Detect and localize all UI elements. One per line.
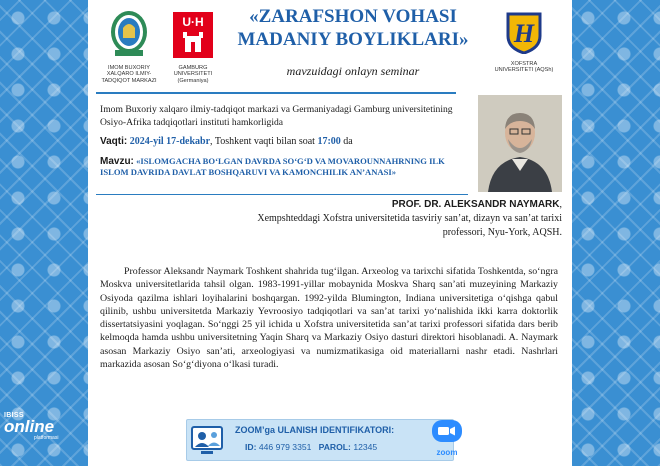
topic-text: «ISLOMGACHA BO‘LGAN DAVRDA SO‘G‘D VA MOVAROUNNAHRNING ILK ISLOM DAVRIDA DAVLAT BOSHQARUVI VA KAMONCHILIK AN’ANASI» bbox=[100, 156, 445, 177]
hofstra-shield-icon bbox=[506, 12, 542, 54]
right-pattern-border bbox=[570, 0, 660, 466]
topic-block bbox=[100, 156, 472, 178]
zoom-heading: ZOOM’ga ULANISH IDENTIFIKATORI: bbox=[235, 425, 395, 435]
hofstra-logo bbox=[494, 12, 554, 74]
zoom-wordmark: zoom bbox=[436, 448, 458, 457]
logo-caption: IMOM BUXORIY XALQARO ILMIY-TADQIQOT MARKAZI bbox=[101, 65, 157, 84]
speaker-bio: Professor Aleksandr Naymark Toshkent shahrida tug‘ilgan. Arxeolog va tarixchi sifatida Toshkentda, so‘ngra Moskva universitetlarida tahsil olgan. 1983-1991-yillar mobaynida Moskva Sharq san’ati muzeyining Markaziy Osiyoda qazilma ishlari loyihalarini boshqargan. 1992-yilda Blumington, Indiana universitetiga o‘qishga qabul qilinib, ushbu universitetda Markaziy Yevroosiyo tadqiqotlari va san’at tarixi yo‘nalishida ikki karra doktorlik dissertatsiyasini yoqlagan. So‘nggi 25 yil ichida u Xofstra universitetida san’at tarixi professori sifatida dars berib kelmoqda hamda ushbu universitetning Yaqin Sharq va Markaziy Osiyo dasturi direktori hisoblanadi. A. Naymark asosan Markaziy Osiyo san’ati, arxeologiyasi va numizmatikasiga oid materiallarni nashr etadi. Nashrlari markazida asosan So‘g‘diyona o‘lkasi turadi. bbox=[100, 266, 558, 371]
logo-caption: XOFSTRA UNIVERSITETI (AQSh) bbox=[494, 61, 554, 74]
zoom-camera-icon bbox=[432, 420, 462, 442]
speaker-portrait-icon bbox=[478, 95, 562, 192]
speaker-position: Xempshteddagi Xofstra universitetida tasviriy san’at, dizayn va san’at tarixi professori, Nyu-York, AQSH. bbox=[257, 213, 562, 238]
event-time: 17:00 bbox=[317, 136, 341, 147]
logo-caption: GAMBURG UNIVERSITETI (Germaniya) bbox=[173, 65, 213, 84]
time-suffix: da bbox=[340, 136, 353, 147]
speaker-photo bbox=[478, 95, 562, 192]
speaker-block bbox=[222, 198, 562, 240]
time-line bbox=[100, 136, 353, 147]
divider bbox=[96, 194, 468, 195]
meeting-id-label: ID: bbox=[245, 442, 257, 452]
zoom-ids bbox=[245, 442, 377, 452]
seminar-title: «ZARAFSHON VOHASI MADANIY BOYLIKLARI» bbox=[237, 6, 469, 50]
watermark-line3: platformasi bbox=[34, 435, 59, 441]
intro-text: Imom Buxoriy xalqaro ilmiy-tadqiqot markazi va Germaniyadagi Gamburg universitetining Osiyo-Afrika tadqiqotlari instituti hamkorligida bbox=[100, 104, 453, 128]
hofstra-mark: H bbox=[513, 19, 535, 48]
zoom-credentials bbox=[186, 419, 454, 461]
meeting-id[interactable]: 446 979 3351 bbox=[258, 442, 312, 452]
seminar-subtitle: mavzuidagi onlayn seminar bbox=[286, 64, 420, 78]
watermark-line1: IBISS bbox=[4, 412, 24, 419]
meeting-password[interactable]: 12345 bbox=[353, 442, 378, 452]
video-meeting-icon bbox=[191, 424, 227, 458]
watermark-line2: online bbox=[4, 417, 55, 436]
uhh-mark: U·H bbox=[182, 15, 204, 29]
speaker-name: PROF. DR. ALEKSANDR NAYMARK bbox=[391, 199, 560, 210]
time-mid: , Toshkent vaqti bilan soat bbox=[210, 136, 318, 147]
event-date: 2024-yil 17-dekabr bbox=[129, 136, 211, 147]
time-label: Vaqti: bbox=[100, 136, 128, 147]
speaker-name-suffix: , bbox=[559, 199, 562, 210]
uhh-shield-icon bbox=[173, 12, 213, 58]
uhh-logo bbox=[170, 12, 216, 84]
left-pattern-border bbox=[0, 0, 90, 466]
zoom-logo[interactable] bbox=[432, 420, 462, 457]
topic-label: Mavzu: bbox=[100, 156, 134, 167]
emblem-icon bbox=[109, 10, 149, 58]
divider bbox=[96, 92, 456, 94]
ibiss-online-watermark bbox=[4, 412, 58, 441]
password-label: PAROL: bbox=[318, 442, 351, 452]
imom-buxoriy-logo bbox=[100, 10, 158, 84]
